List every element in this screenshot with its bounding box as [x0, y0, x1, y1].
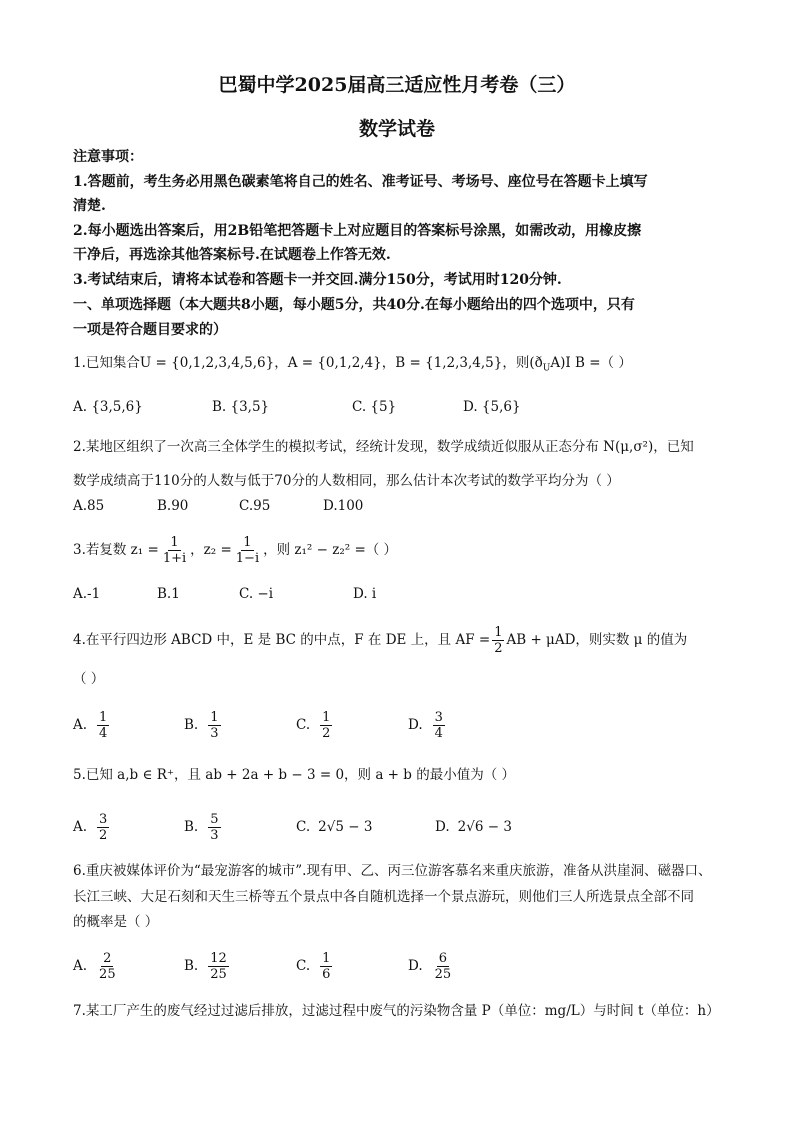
- question-5-options: [73, 804, 734, 850]
- fraction-denominator: 4: [99, 725, 108, 741]
- question-1-stem: [73, 352, 724, 380]
- question-5-option-b: [184, 804, 223, 850]
- fraction-denominator: 6: [322, 966, 331, 982]
- question-1-option-c: C. {5}: [352, 399, 397, 415]
- question-1-option-b: B. {3,5}: [212, 399, 270, 415]
- exam-title: 巴蜀中学2025届高三适应性月考卷（三）: [218, 74, 576, 96]
- option-fraction: [320, 710, 332, 741]
- question-4-options: [73, 702, 734, 748]
- question-1-option-d: D. {5,6}: [463, 399, 521, 415]
- option-label: A.: [73, 958, 88, 974]
- fraction-numerator: 1: [322, 709, 331, 725]
- option-fraction: [433, 951, 454, 982]
- fraction-numerator: 1: [243, 534, 252, 550]
- question-2-option-c: C.95: [239, 498, 271, 514]
- question-3-option-b: B.1: [157, 586, 180, 602]
- option-fraction: [97, 710, 109, 741]
- question-1-stem-tail: A)I B =（ ）: [550, 355, 632, 371]
- fraction-denominator: 2: [494, 640, 503, 656]
- question-2-line-2: 数学成绩高于110分的人数与低于70分的人数相同，那么估计本次考试的数学平均分为（ ）: [73, 473, 620, 489]
- notice-item-1-line-1: 1.答题前，考生务必用黑色碳素笔将自己的姓名、准考证号、考场号、座位号在答题卡上填写: [73, 174, 648, 190]
- option-label: D.: [408, 717, 423, 733]
- question-1-option-a: A. {3,5,6}: [73, 399, 143, 415]
- option-label: D.: [435, 819, 450, 835]
- fraction-denominator: 4: [434, 725, 443, 741]
- notice-item-3: 3.考试结束后，请将本试卷和答题卡一并交回.满分150分，考试用时120分钟.: [73, 272, 562, 288]
- option-value: 2√6 − 3: [457, 819, 512, 835]
- question-4-prefix: 4.在平行四边形 ABCD 中，E 是 BC 的中点，F 在 DE 上，且 AF =: [73, 632, 491, 648]
- option-label: D.: [408, 958, 423, 974]
- question-6-option-c: [296, 943, 334, 989]
- fraction-numerator: 5: [210, 811, 219, 827]
- question-5-option-a: [73, 804, 111, 850]
- question-5-option-c: [296, 804, 372, 850]
- option-label: B.: [184, 958, 199, 974]
- fraction-numerator: 1: [494, 624, 503, 640]
- option-fraction: [208, 710, 220, 741]
- fraction-denominator: 3: [210, 725, 219, 741]
- fraction-denominator: 3: [210, 827, 219, 843]
- option-label: A.: [73, 717, 88, 733]
- question-6-option-b: [184, 943, 231, 989]
- question-3-middle: ，z₂ =: [190, 542, 232, 558]
- question-4-stem: [73, 620, 724, 660]
- notice-item-1-line-2: 清楚.: [73, 198, 106, 214]
- question-4-option-d: [408, 702, 447, 748]
- option-fraction: [320, 951, 332, 982]
- question-3-prefix: 3.若复数 z₁ =: [73, 542, 159, 558]
- question-4-option-b: [184, 702, 223, 748]
- fraction-numerator: 1: [210, 709, 219, 725]
- fraction-numerator: 3: [434, 709, 443, 725]
- question-4-answer-bracket: （ ）: [73, 671, 105, 687]
- question-2-option-b: B.90: [157, 498, 189, 514]
- fraction-denominator: 25: [210, 966, 227, 982]
- fraction-denominator: 1+i: [162, 550, 187, 566]
- fraction-denominator: 25: [99, 966, 116, 982]
- fraction-numerator: 1: [99, 709, 108, 725]
- option-fraction: [208, 812, 220, 843]
- fraction-denominator: 1−i: [235, 550, 260, 566]
- fraction-numerator: 1: [170, 534, 179, 550]
- section-1-heading-line-2: 一项是符合题目要求的）: [73, 322, 227, 338]
- question-6-options: [73, 943, 734, 989]
- fraction-numerator: 1: [322, 950, 331, 966]
- option-fraction: [208, 951, 229, 982]
- question-4-half-fraction: [492, 625, 504, 656]
- question-6-line-3: 的概率是（ ）: [73, 914, 159, 930]
- fraction-denominator: 2: [99, 827, 108, 843]
- option-fraction: [433, 710, 445, 741]
- fraction-denominator: 25: [434, 966, 452, 982]
- option-value: 2√5 − 3: [318, 819, 373, 835]
- option-fraction: [97, 951, 118, 982]
- question-3-stem: [73, 530, 724, 570]
- question-4-tail: AB + μAD，则实数 μ 的值为: [506, 632, 688, 648]
- option-label: C.: [296, 819, 311, 835]
- question-1-stem-text: 1.已知集合U = {0,1,2,3,4,5,6}，A = {0,1,2,4}，B = {1,2,3,4,5}，则(ð: [73, 355, 543, 371]
- question-4-option-a: [73, 702, 111, 748]
- notice-item-2-line-2: 干净后，再选涂其他答案标号.在试题卷上作答无效.: [73, 247, 391, 263]
- question-2-option-a: A.85: [73, 498, 105, 514]
- question-6-option-d: [408, 943, 455, 989]
- option-label: B.: [184, 819, 199, 835]
- option-label: A.: [73, 819, 88, 835]
- exam-subtitle: 数学试卷: [358, 118, 435, 140]
- fraction-numerator: 6: [438, 950, 448, 966]
- question-3-option-c: C. −i: [239, 586, 274, 602]
- question-4-option-c: [296, 702, 334, 748]
- question-3-option-d: D. i: [353, 586, 377, 602]
- question-3-tail: ，则 z₁² − z₂² =（ ）: [263, 542, 398, 558]
- option-label: C.: [296, 958, 311, 974]
- notice-item-2-line-1: 2.每小题选出答案后，用2B铅笔把答题卡上对应题目的答案标号涂黑，如需改动，用橡皮擦: [73, 223, 642, 239]
- fraction-denominator: 2: [322, 725, 331, 741]
- question-2-option-d: D.100: [323, 498, 364, 514]
- question-3-fraction-z1: [161, 535, 188, 566]
- question-6-line-2: 长江三峡、大足石刻和天生三桥等五个景点中各自随机选择一个景点游玩，则他们三人所选景点全部不同: [73, 889, 694, 905]
- question-6-line-1: 6.重庆被媒体评价为“最宠游客的城市”.现有甲、乙、丙三位游客慕名来重庆旅游，准备从洪崖洞、磁器口、: [73, 863, 712, 879]
- notice-heading: 注意事项：: [73, 149, 143, 165]
- fraction-numerator: 2: [103, 950, 112, 966]
- option-label: C.: [296, 717, 311, 733]
- option-fraction: [97, 812, 109, 843]
- question-5-option-d: [435, 804, 512, 850]
- fraction-numerator: 12: [210, 950, 227, 966]
- question-7-line-1: 7.某工厂产生的废气经过过滤后排放，过滤过程中废气的污染物含量 P（单位：mg/L）与时间 t（单位：h）: [73, 1003, 720, 1019]
- question-2-line-1: 2.某地区组织了一次高三全体学生的模拟考试，经统计发现，数学成绩近似服从正态分布 N(μ,σ²)，已知: [73, 439, 694, 455]
- question-6-option-a: [73, 943, 120, 989]
- question-5-stem: 5.已知 a,b ∈ R⁺，且 ab + 2a + b − 3 = 0，则 a + b 的最小值为（ ）: [73, 767, 515, 783]
- option-label: B.: [184, 717, 199, 733]
- question-3-option-a: A.-1: [73, 586, 101, 602]
- fraction-numerator: 3: [99, 811, 108, 827]
- question-1-complement-subscript: U: [542, 363, 551, 374]
- section-1-heading-line-1: 一、单项选择题（本大题共8小题，每小题5分，共40分.在每小题给出的四个选项中，只有: [73, 297, 635, 313]
- question-3-fraction-z2: [234, 535, 261, 566]
